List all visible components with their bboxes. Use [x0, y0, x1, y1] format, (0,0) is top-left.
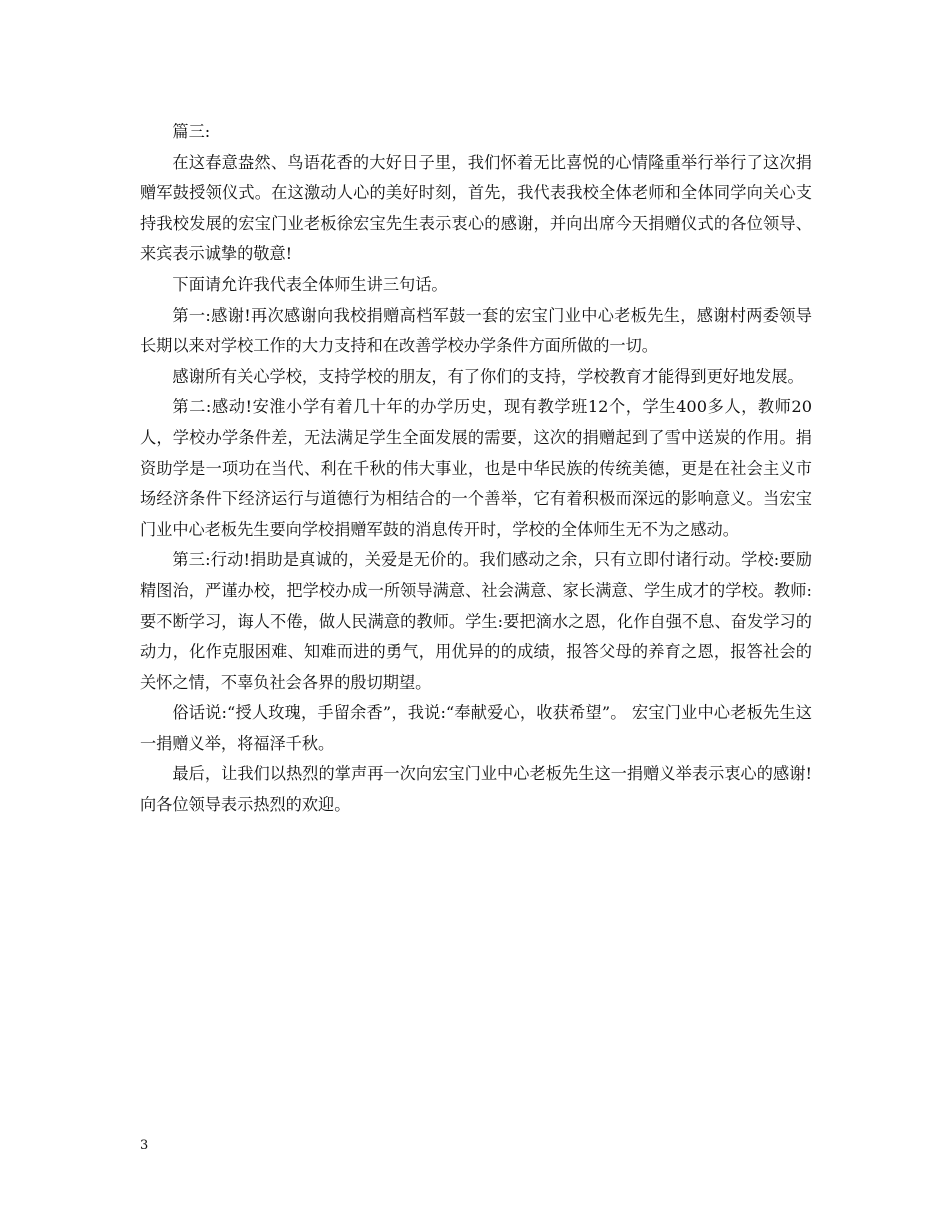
paragraph-intro: 下面请允许我代表全体师生讲三句话。 [172, 274, 448, 294]
paragraph-third-point: 第三:行动!捐助是真诚的，关爱是无价的。我们感动之余，只有立即付诸行动。学校:要励精图治，严谨办校，把学校办成一所领导满意、社会满意、家长满意、学生成才的学校。教师:要不断学习，诲人不倦，做人民满意的教师。学生:要把滴水之恩，化作自强不息、奋发学习的动力，化作克服困难、知难而进的勇气，用优异的的成绩，报答父母的养育之恩，报答社会的关怀之情，不辜负社会各界的殷切期望。 [140, 550, 812, 692]
paragraph-opening: 在这春意盎然、鸟语花香的大好日子里，我们怀着无比喜悦的心情隆重举行举行了这次捐赠军鼓授领仪式。在这激动人心的美好时刻，首先，我代表我校全体老师和全体同学向关心支持我校发展的宏宝门业老板徐宏宝先生表示衷心的感谢，并向出席今天捐赠仪式的各位领导、来宾表示诚挚的敬意! [140, 152, 812, 264]
paragraph-first-point: 第一:感谢!再次感谢向我校捐赠高档军鼓一套的宏宝门业中心老板先生，感谢村两委领导长期以来对学校工作的大力支持和在改善学校办学条件方面所做的一切。 [140, 305, 812, 356]
paragraph-proverb: 俗话说:“授人玫瑰，手留余香”，我说:“奉献爱心，收获希望”。 宏宝门业中心老板先生这一捐赠义举，将福泽千秋。 [140, 703, 812, 753]
section-heading: 篇三: [172, 122, 211, 141]
paragraph-second-point: 第二:感动!安淮小学有着几十年的办学历史，现有教学班12个，学生400多人，教师20人，学校办学条件差，无法满足学生全面发展的需要，这次的捐赠起到了雪中送炭的作用。捐资助学是一项功在当代、利在千秋的伟大事业，也是中华民族的传统美德，更是在社会主义市场经济条件下经济运行与道德行为相结合的一个善举，它有着积极而深远的影响意义。当宏宝门业中心老板先生要向学校捐赠军鼓的消息传开时，学校的全体师生无不为之感动。 [140, 397, 812, 539]
paragraph-thanks-friends: 感谢所有关心学校，支持学校的朋友，有了你们的支持，学校教育才能得到更好地发展。 [172, 366, 804, 386]
document-body [140, 117, 812, 821]
paragraph-closing: 最后，让我们以热烈的掌声再一次向宏宝门业中心老板先生这一捐赠义举表示衷心的感谢!向各位领导表示热烈的欢迎。 [140, 764, 812, 815]
page-number: 3 [140, 1138, 149, 1153]
